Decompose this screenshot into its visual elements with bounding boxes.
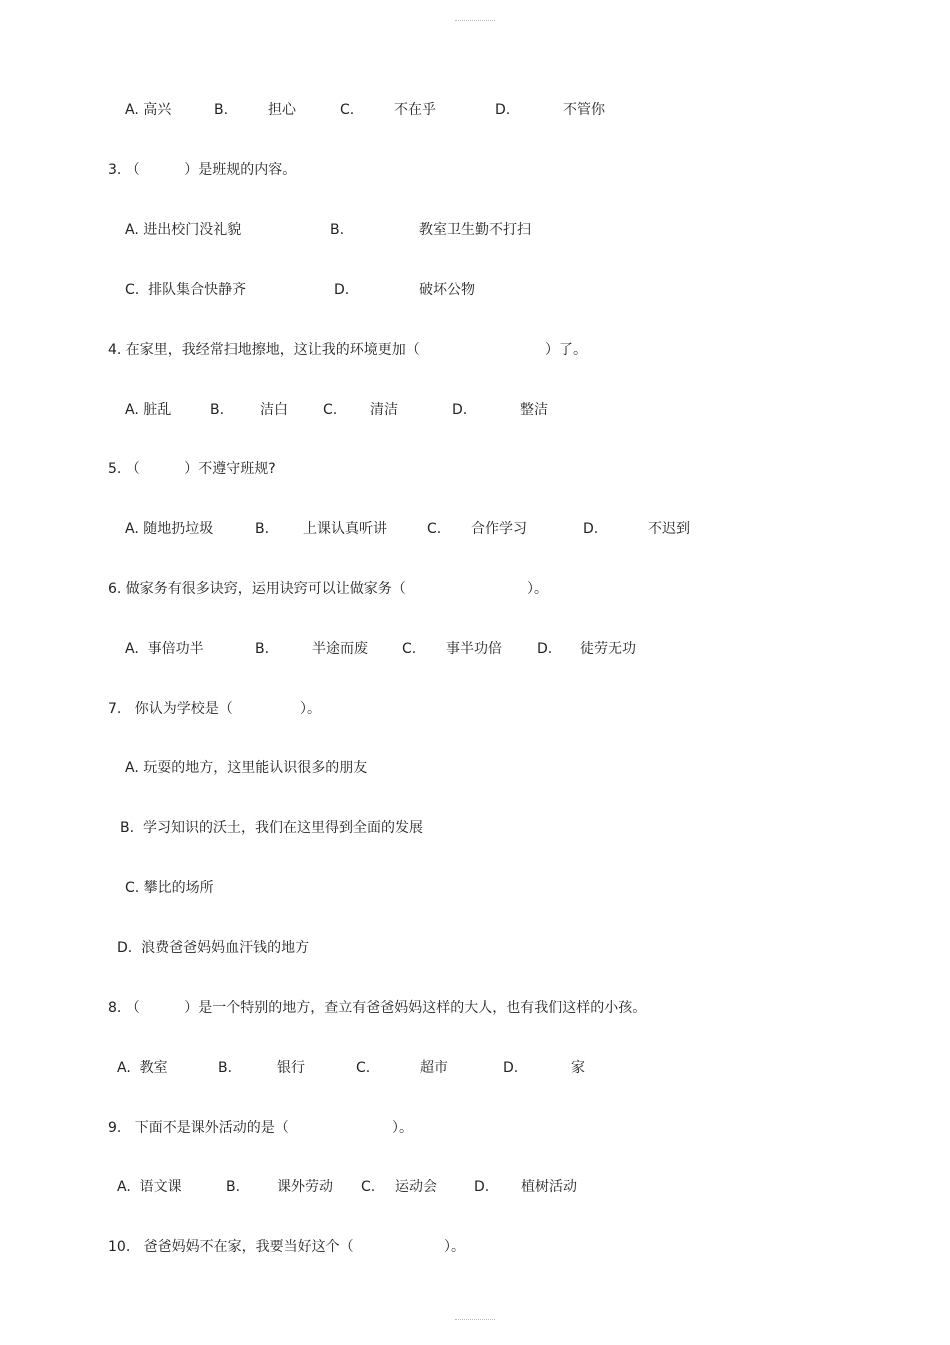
question-text: 3. （ ）是班规的内容。 (108, 162, 297, 178)
option-d: 植树活动 (521, 1179, 577, 1195)
option-b: B. 学习知识的沃土，我们在这里得到全面的发展 (120, 820, 423, 836)
option-c: C. 排队集合快静齐 (125, 282, 247, 298)
option-c: 超市 (420, 1060, 448, 1076)
option-c-letter: C. (323, 402, 338, 418)
option-c: 运动会 (395, 1179, 437, 1195)
question-9 (0, 1116, 950, 1140)
question-text-end: ）。 (527, 581, 548, 597)
option-d: 家 (571, 1060, 585, 1076)
option-b: 上课认真听讲 (303, 521, 387, 537)
option-b-letter: B. (214, 102, 229, 118)
question-text: 4. 在家里，我经常扫地擦地，这让我的环境更加（ (108, 342, 420, 358)
question-text: 7. 你认为学校是（ (108, 701, 233, 717)
question-4 (0, 338, 950, 362)
option-d: 破坏公物 (419, 282, 475, 298)
question-text-end: ）了。 (545, 342, 587, 358)
question-text: 10. 爸爸妈妈不在家，我要当好这个（ (108, 1239, 354, 1255)
option-c: 合作学习 (471, 521, 527, 537)
option-b-letter: B. (255, 521, 270, 537)
option-c-letter: C. (361, 1179, 376, 1195)
option-row (0, 1175, 950, 1199)
option-b: 担心 (268, 102, 296, 118)
option-c: 事半功倍 (446, 641, 502, 657)
question-6 (0, 577, 950, 601)
option-row (0, 278, 950, 302)
option-a: A. 脏乱 (125, 402, 172, 418)
option-d: 徒劳无功 (580, 641, 636, 657)
option-a: A. 语文课 (117, 1179, 182, 1195)
option-d: D. 浪费爸爸妈妈血汗钱的地方 (117, 940, 310, 956)
option-b: 教室卫生勤不打扫 (419, 222, 531, 238)
option-d-letter: D. (583, 521, 599, 537)
question-8 (0, 996, 950, 1020)
option-d-letter: D. (334, 282, 350, 298)
option-b: 课外劳动 (277, 1179, 333, 1195)
option-b: 银行 (277, 1060, 305, 1076)
question-10 (0, 1235, 950, 1259)
option-row (0, 98, 950, 122)
question-text: 8. （ ）是一个特别的地方，查立有爸爸妈妈这样的大人，也有我们这样的小孩。 (108, 1000, 647, 1016)
option-row (0, 936, 950, 960)
footer-mark (455, 1319, 495, 1320)
option-row (0, 218, 950, 242)
option-a: A. 进出校门没礼貌 (125, 222, 242, 238)
option-d: 不管你 (563, 102, 605, 118)
option-b-letter: B. (226, 1179, 241, 1195)
question-3 (0, 158, 950, 182)
question-text-end: ）。 (392, 1120, 413, 1136)
header-mark (455, 20, 495, 21)
option-c-letter: C. (402, 641, 417, 657)
option-row (0, 637, 950, 661)
option-row (0, 756, 950, 780)
option-d-letter: D. (495, 102, 511, 118)
option-b: 半途而废 (312, 641, 368, 657)
option-row (0, 398, 950, 422)
option-c-letter: C. (340, 102, 355, 118)
option-row (0, 517, 950, 541)
option-c: 清洁 (370, 402, 398, 418)
option-a: A. 高兴 (125, 102, 172, 118)
question-7 (0, 697, 950, 721)
question-text-end: ）。 (300, 701, 321, 717)
option-c-letter: C. (356, 1060, 371, 1076)
question-text: 5. （ ）不遵守班规? (108, 461, 276, 477)
option-c: 不在乎 (394, 102, 436, 118)
option-b-letter: B. (330, 222, 345, 238)
option-c-letter: C. (427, 521, 442, 537)
option-d-letter: D. (537, 641, 553, 657)
option-b-letter: B. (255, 641, 270, 657)
option-b-letter: B. (210, 402, 225, 418)
option-a: A. 玩耍的地方，这里能认识很多的朋友 (125, 760, 368, 776)
question-text-end: ）。 (444, 1239, 465, 1255)
option-a: A. 事倍功半 (125, 641, 204, 657)
option-d: 整洁 (520, 402, 548, 418)
question-5 (0, 457, 950, 481)
question-text: 9. 下面不是课外活动的是（ (108, 1120, 289, 1136)
option-a: A. 教室 (117, 1060, 168, 1076)
question-text: 6. 做家务有很多诀窍，运用诀窍可以让做家务（ (108, 581, 406, 597)
option-a: A. 随地扔垃圾 (125, 521, 214, 537)
option-d-letter: D. (474, 1179, 490, 1195)
option-row (0, 1056, 950, 1080)
option-d-letter: D. (503, 1060, 519, 1076)
option-row (0, 816, 950, 840)
option-row (0, 876, 950, 900)
option-b: 洁白 (260, 402, 288, 418)
option-d-letter: D. (452, 402, 468, 418)
option-d: 不迟到 (648, 521, 690, 537)
option-c: C. 攀比的场所 (125, 880, 214, 896)
option-b-letter: B. (218, 1060, 233, 1076)
